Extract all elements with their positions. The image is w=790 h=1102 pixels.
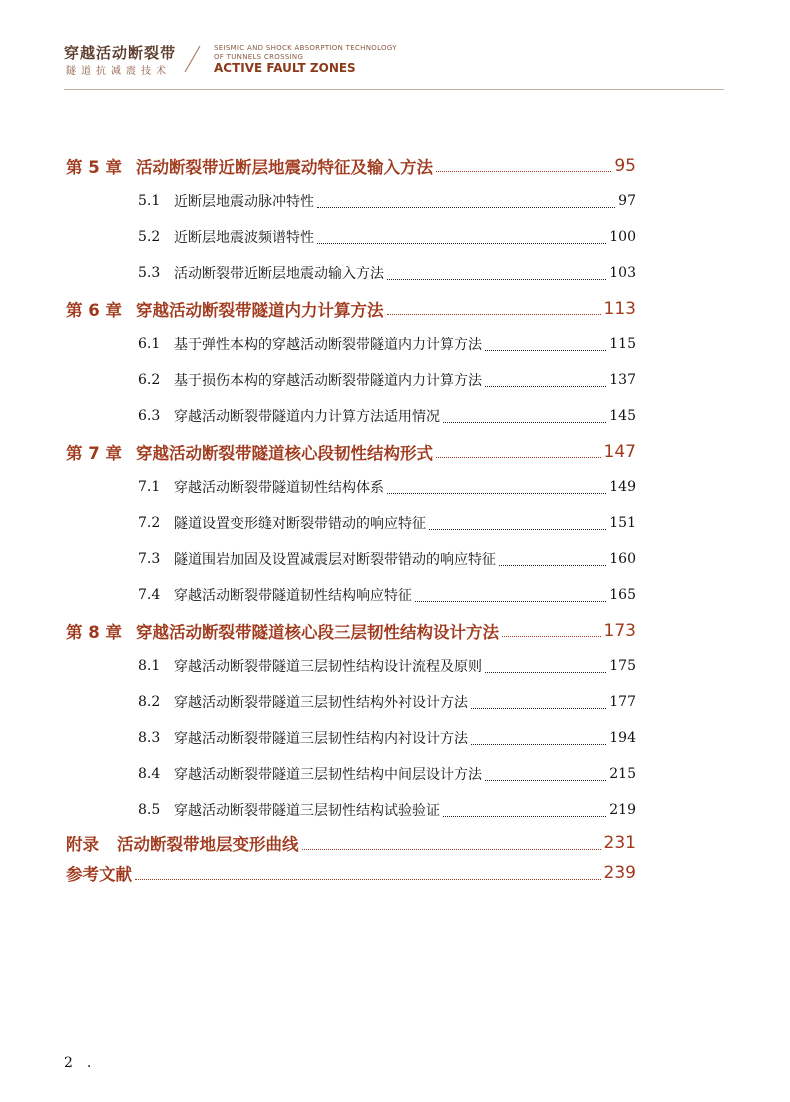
section-number: 8.5 <box>138 802 161 818</box>
leader-dots <box>499 565 606 566</box>
section-page: 115 <box>609 336 636 352</box>
brand-subtitle-cn: 隧道抗减震技术 <box>66 66 171 77</box>
section-number: 8.4 <box>138 766 161 782</box>
chapter-title: 活动断裂带近断层地震动特征及输入方法 <box>136 157 433 177</box>
leader-dots <box>443 422 606 423</box>
leader-dots <box>436 457 601 458</box>
leader-dots <box>387 279 606 280</box>
section-page: 219 <box>609 802 636 818</box>
leader-dots <box>415 601 606 602</box>
section-title: 穿越活动断裂带隧道韧性结构体系 <box>174 480 384 496</box>
toc-section-entry[interactable] <box>66 577 636 613</box>
section-page: 194 <box>609 730 636 746</box>
toc-section-entry[interactable] <box>66 219 636 255</box>
section-title: 穿越活动断裂带隧道内力计算方法适用情况 <box>174 409 440 425</box>
section-number: 8.2 <box>138 694 161 710</box>
leader-dots <box>443 816 606 817</box>
leader-dots <box>387 493 606 494</box>
section-number: 6.2 <box>138 372 161 388</box>
toc-section-entry[interactable] <box>66 398 636 434</box>
chapter-number: 第 8 章 <box>66 622 122 642</box>
section-number: 7.1 <box>138 479 161 495</box>
appendix-label: 附录 <box>66 835 99 854</box>
brand-en-title: ACTIVE FAULT ZONES <box>214 61 356 75</box>
toc-section-entry[interactable] <box>66 684 636 720</box>
section-number: 7.2 <box>138 515 161 531</box>
chapter-number: 第 7 章 <box>66 443 122 463</box>
section-page: 175 <box>609 658 636 674</box>
toc-chapter-entry[interactable] <box>66 434 636 469</box>
toc-section-entry[interactable] <box>66 505 636 541</box>
section-title: 穿越活动断裂带隧道三层韧性结构试验验证 <box>174 803 440 819</box>
section-number: 7.3 <box>138 551 161 567</box>
chapter-page: 173 <box>603 620 636 641</box>
leader-dots <box>135 879 601 880</box>
section-number: 8.1 <box>138 658 161 674</box>
section-page: 160 <box>609 551 636 567</box>
brand-en-line1: SEISMIC AND SHOCK ABSORPTION TECHNOLOGY <box>214 44 397 52</box>
toc-section-entry[interactable] <box>66 541 636 577</box>
brand-title-cn: 穿越活动断裂带 <box>64 44 177 62</box>
section-title: 基于弹性本构的穿越活动断裂带隧道内力计算方法 <box>174 337 482 353</box>
appendix-page: 231 <box>603 833 636 853</box>
section-title: 穿越活动断裂带隧道三层韧性结构中间层设计方法 <box>174 767 482 783</box>
section-number: 7.4 <box>138 587 161 603</box>
page-number: 2 <box>64 1055 73 1071</box>
appendix-title: 活动断裂带地层变形曲线 <box>117 835 299 854</box>
section-number: 8.3 <box>138 730 161 746</box>
section-title: 近断层地震动脉冲特性 <box>174 194 314 210</box>
toc-section-entry[interactable] <box>66 362 636 398</box>
section-number: 5.3 <box>138 265 161 281</box>
toc-chapter-entry[interactable] <box>66 148 636 183</box>
section-page: 100 <box>609 229 636 245</box>
toc-section-entry[interactable] <box>66 255 636 291</box>
section-title: 隧道围岩加固及设置减震层对断裂带错动的响应特征 <box>174 552 496 568</box>
leader-dots <box>387 314 601 315</box>
section-title: 基于损伤本构的穿越活动断裂带隧道内力计算方法 <box>174 373 482 389</box>
section-title: 近断层地震波频谱特性 <box>174 230 314 246</box>
leader-dots <box>485 386 606 387</box>
section-title: 隧道设置变形缝对断裂带错动的响应特征 <box>174 516 426 532</box>
leader-dots <box>471 708 606 709</box>
section-page: 103 <box>609 265 636 281</box>
section-title: 穿越活动断裂带隧道韧性结构响应特征 <box>174 588 412 604</box>
toc-section-entry[interactable] <box>66 648 636 684</box>
toc-section-entry[interactable] <box>66 326 636 362</box>
section-title: 穿越活动断裂带隧道三层韧性结构内衬设计方法 <box>174 731 468 747</box>
section-page: 215 <box>609 766 636 782</box>
appendix-label: 参考文献 <box>66 865 132 884</box>
toc-section-entry[interactable] <box>66 792 636 828</box>
chapter-page: 113 <box>603 298 636 319</box>
toc-appendix-entry[interactable] <box>66 858 636 888</box>
section-number: 6.3 <box>138 408 161 424</box>
toc-section-entry[interactable] <box>66 469 636 505</box>
section-number: 5.1 <box>138 193 161 209</box>
chapter-page: 147 <box>603 441 636 462</box>
leader-dots <box>317 207 615 208</box>
header-divider-slash <box>185 46 201 72</box>
page-footer <box>64 1055 91 1071</box>
section-title: 穿越活动断裂带隧道三层韧性结构设计流程及原则 <box>174 659 482 675</box>
brand-en-line2: OF TUNNELS CROSSING <box>214 53 304 61</box>
leader-dots <box>429 529 606 530</box>
leader-dots <box>302 849 601 850</box>
toc-section-entry[interactable] <box>66 756 636 792</box>
chapter-page: 95 <box>614 155 636 176</box>
running-header <box>64 40 724 80</box>
section-page: 151 <box>609 515 636 531</box>
section-page: 149 <box>609 479 636 495</box>
chapter-title: 穿越活动断裂带隧道核心段韧性结构形式 <box>136 443 433 463</box>
section-page: 97 <box>618 193 636 209</box>
chapter-number: 第 6 章 <box>66 300 122 320</box>
section-title: 穿越活动断裂带隧道三层韧性结构外衬设计方法 <box>174 695 468 711</box>
section-page: 177 <box>609 694 636 710</box>
toc-appendix-entry[interactable] <box>66 828 636 858</box>
section-number: 6.1 <box>138 336 161 352</box>
toc-chapter-entry[interactable] <box>66 291 636 326</box>
leader-dots <box>485 780 606 781</box>
leader-dots <box>485 672 606 673</box>
toc-section-entry[interactable] <box>66 183 636 219</box>
table-of-contents <box>66 148 636 888</box>
chapter-title: 穿越活动断裂带隧道内力计算方法 <box>136 300 384 320</box>
section-title: 活动断裂带近断层地震动输入方法 <box>174 266 384 282</box>
leader-dots <box>502 636 601 637</box>
section-page: 165 <box>609 587 636 603</box>
toc-chapter-entry[interactable] <box>66 613 636 648</box>
leader-dots <box>436 171 611 172</box>
chapter-title: 穿越活动断裂带隧道核心段三层韧性结构设计方法 <box>136 622 499 642</box>
chapter-number: 第 5 章 <box>66 157 122 177</box>
section-page: 145 <box>609 408 636 424</box>
footer-mark: . <box>86 1055 92 1071</box>
section-number: 5.2 <box>138 229 161 245</box>
toc-section-entry[interactable] <box>66 720 636 756</box>
leader-dots <box>485 350 606 351</box>
header-rule <box>64 89 724 90</box>
leader-dots <box>471 744 606 745</box>
leader-dots <box>317 243 606 244</box>
appendix-page: 239 <box>603 863 636 883</box>
section-page: 137 <box>609 372 636 388</box>
